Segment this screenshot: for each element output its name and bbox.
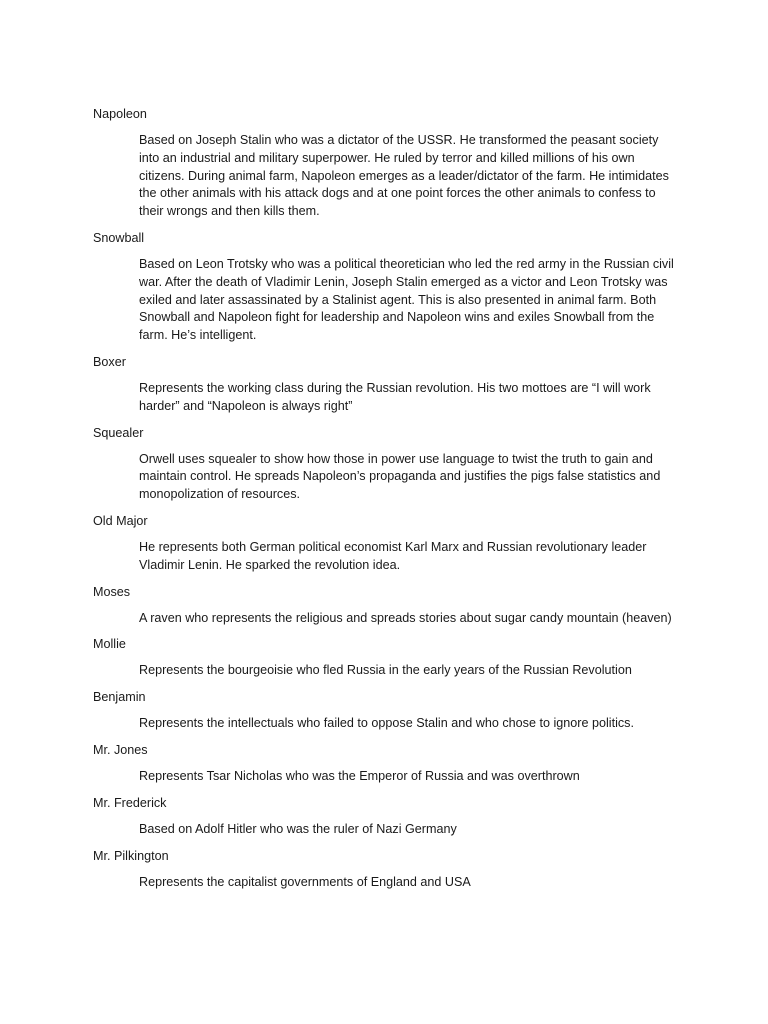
entry-benjamin (93, 688, 678, 733)
character-name: Snowball (93, 230, 145, 245)
entry-squealer (93, 424, 678, 504)
character-description: Based on Joseph Stalin who was a dictator of the USSR. He transformed the peasant society into an industrial and military superpower. He ruled by terror and killed millions of his own citizens. During animal farm, Napoleon emerges as a leader/dictator of the farm. He intimidates the other animals with his attack dogs and at one point forces the other animals to confess to their wrongs and then kills them. (139, 133, 669, 219)
character-description: Based on Adolf Hitler who was the ruler of Nazi Germany (139, 821, 457, 836)
entry-moses (93, 583, 678, 628)
character-name: Mr. Frederick (93, 795, 167, 810)
entry-boxer (93, 353, 678, 416)
entry-old-major (93, 512, 678, 575)
entry-mollie (93, 635, 678, 680)
character-description: He represents both German political economist Karl Marx and Russian revolutionary leader Vladimir Lenin. He sparked the revolution idea. (139, 539, 647, 572)
entry-mr-pilkington (93, 847, 678, 892)
entry-snowball (93, 229, 678, 345)
character-description: Based on Leon Trotsky who was a political theoretician who led the red army in the Russian civil war. After the death of Vladimir Lenin, Joseph Stalin emerged as a victor and Leon Trotsky was exiled and later assassinated by a Stalinist agent. This is also presented in animal farm. Both Snowball and Napoleon fight for leadership and Napoleon wins and exiles Snowball from the farm. He’s intelligent. (139, 256, 674, 343)
character-name: Mollie (93, 637, 126, 652)
character-description: Represents the intellectuals who failed to oppose Stalin and who chose to ignore politics. (139, 716, 634, 731)
character-description: Represents the bourgeoisie who fled Russia in the early years of the Russian Revolution (139, 663, 632, 678)
character-name: Mr. Jones (93, 742, 148, 757)
character-name: Squealer (93, 425, 144, 440)
character-name: Moses (93, 584, 131, 599)
character-description: Orwell uses squealer to show how those in power use language to twist the truth to gain and maintain control. He spreads Napoleon’s propaganda and justifies the pigs false statistics and monopolization of resources. (139, 451, 661, 502)
character-name: Benjamin (93, 690, 146, 705)
character-name: Boxer (93, 354, 126, 369)
character-description: Represents Tsar Nicholas who was the Emperor of Russia and was overthrown (139, 768, 580, 783)
character-name: Mr. Pilkington (93, 848, 169, 863)
character-name: Napoleon (93, 107, 147, 121)
character-description: Represents the capitalist governments of England and USA (139, 874, 471, 889)
character-name: Old Major (93, 513, 148, 528)
entry-mr-frederick (93, 794, 678, 839)
entry-napoleon (93, 105, 678, 221)
entry-mr-jones (93, 741, 678, 786)
character-description: A raven who represents the religious and spreads stories about sugar candy mountain (heaven) (139, 610, 672, 625)
character-description: Represents the working class during the Russian revolution. His two mottoes are “I will work harder” and “Napoleon is always right” (139, 380, 651, 413)
